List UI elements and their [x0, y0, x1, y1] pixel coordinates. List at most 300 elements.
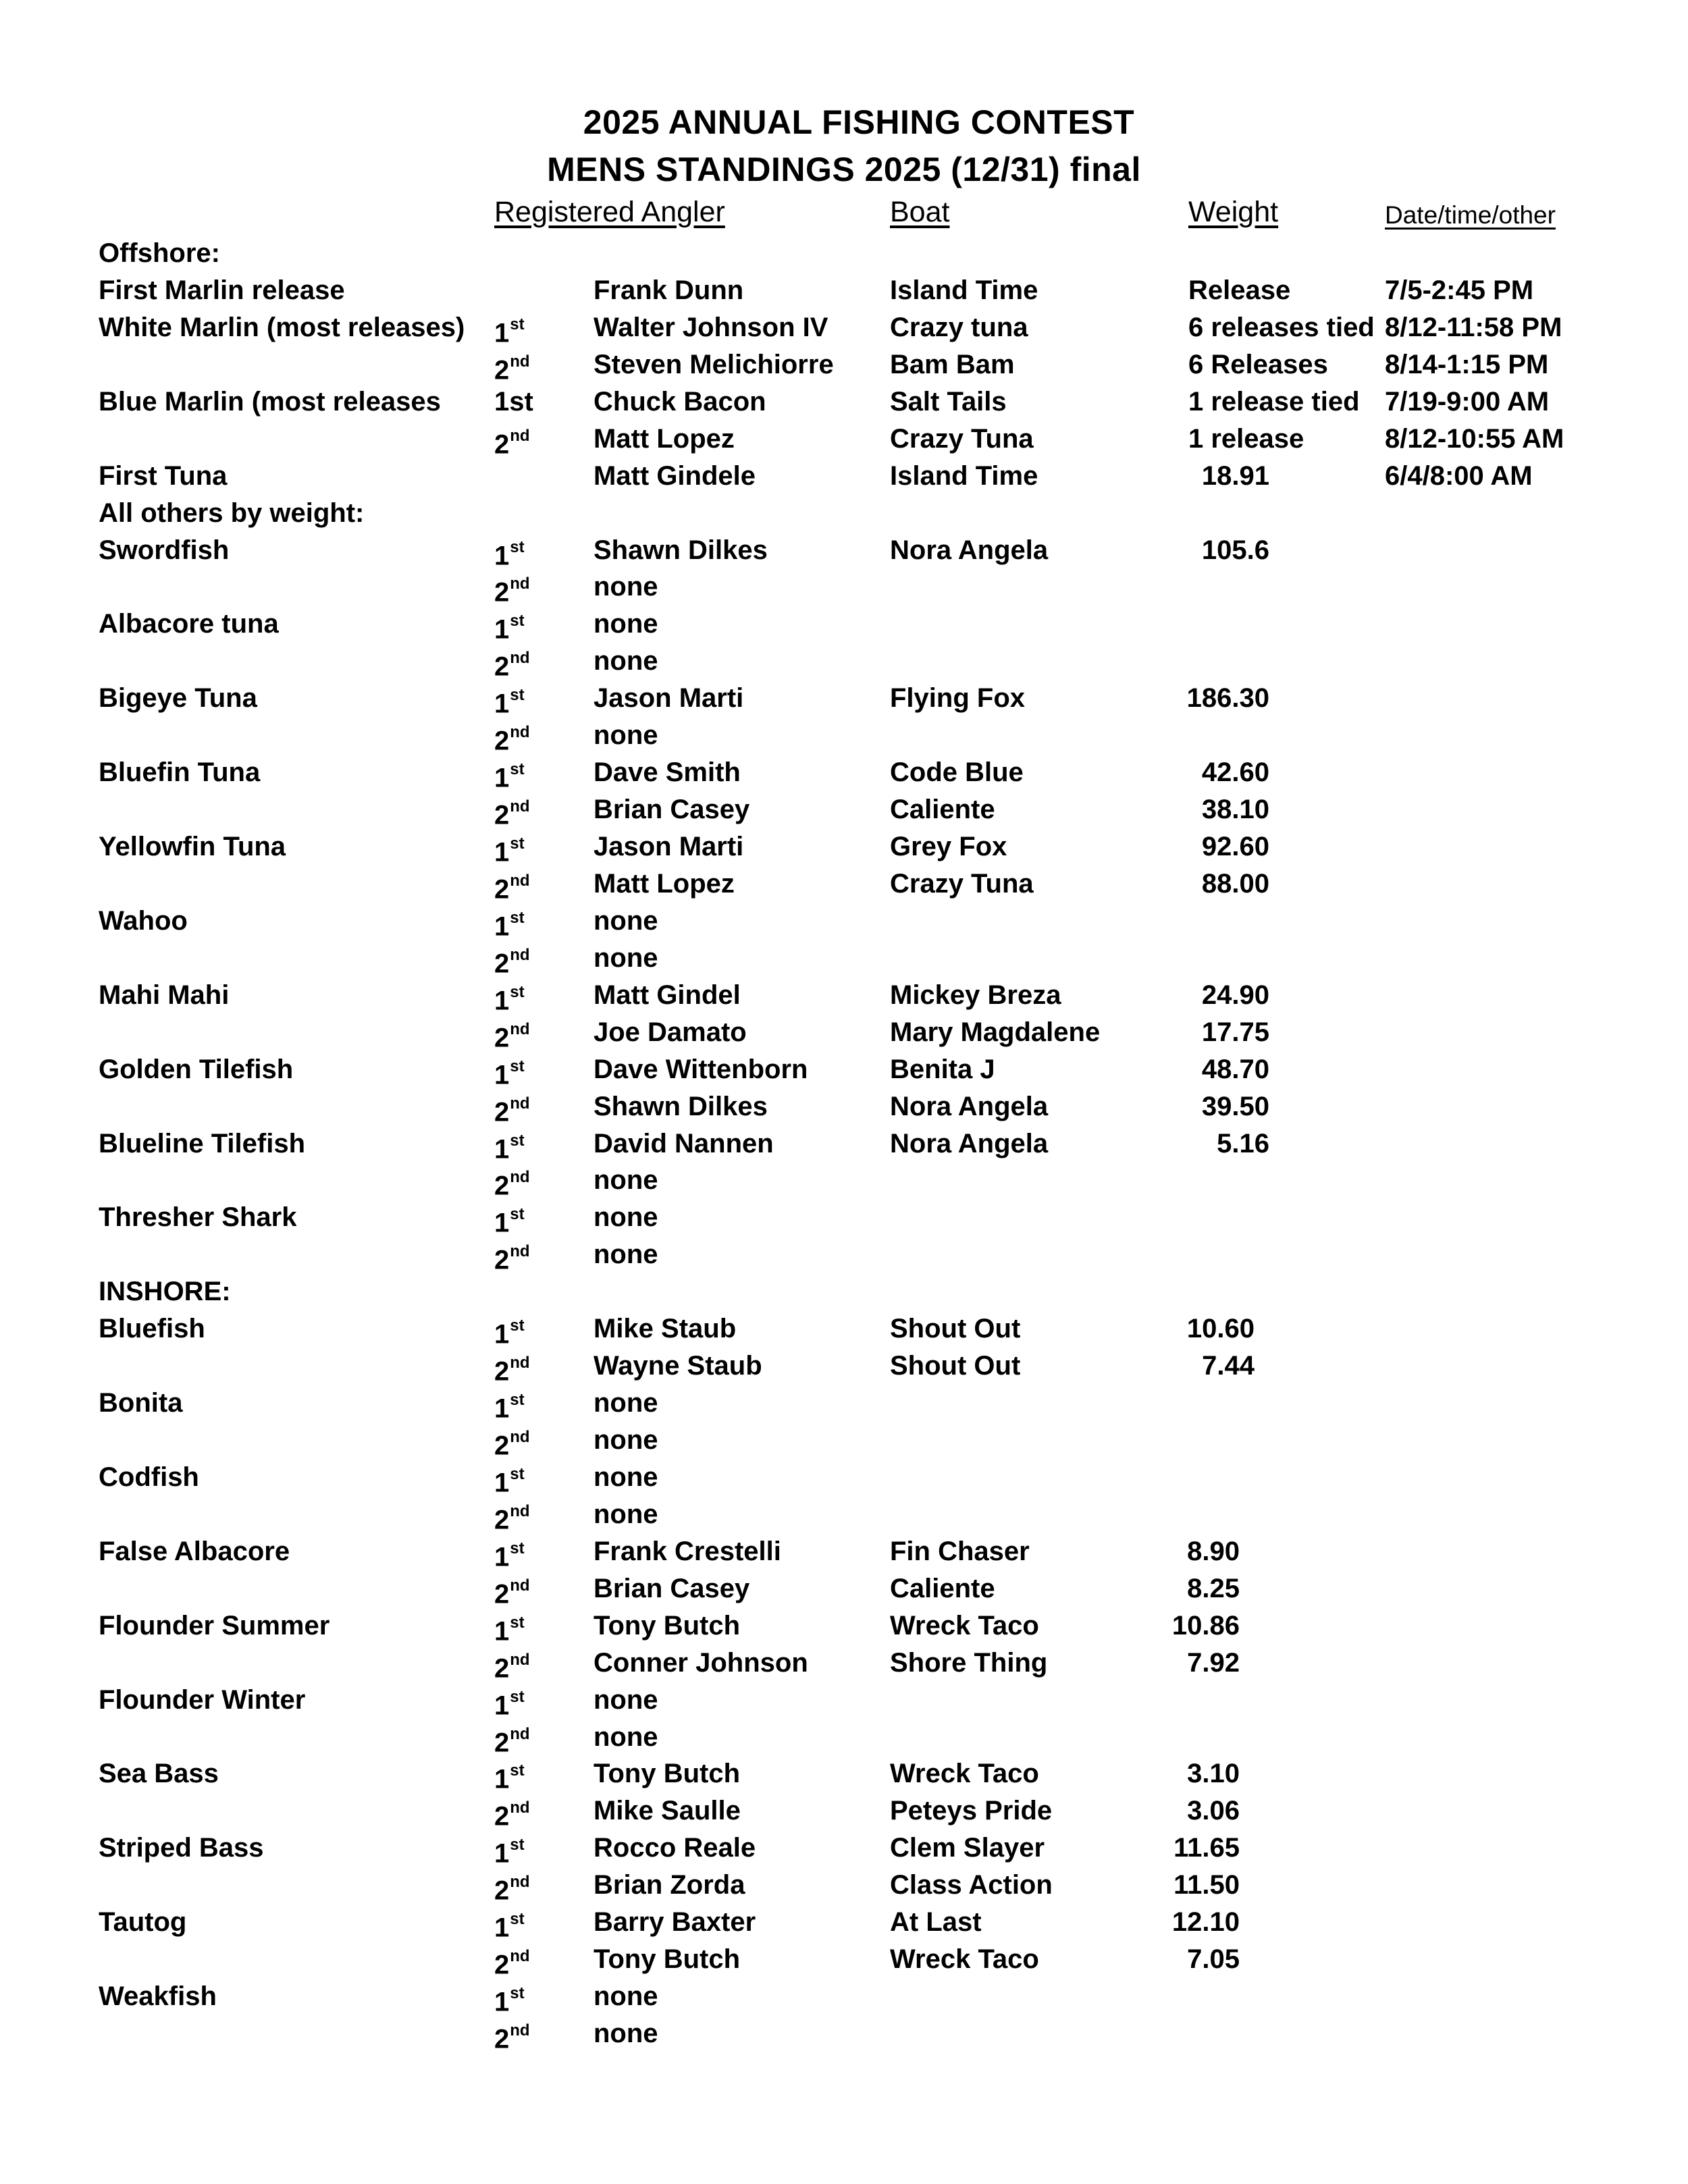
place-suffix: nd: [510, 1501, 530, 1520]
place-cell: [494, 1533, 525, 1575]
boat-cell: Crazy Tuna: [890, 423, 1034, 454]
place-number: 1: [494, 540, 510, 570]
weight-cell: 24.90: [1201, 980, 1269, 1010]
place-cell: [494, 346, 530, 388]
table-row: [0, 828, 1688, 868]
place-cell: [494, 2015, 530, 2057]
table-row: [0, 1978, 1688, 2015]
table-row: [0, 940, 1688, 977]
place-number: 1st: [494, 386, 533, 417]
category-cell: Bluefin Tuna: [99, 757, 261, 788]
boat-cell: Wreck Taco: [890, 1610, 1039, 1641]
weight-cell: 12.10: [1171, 1907, 1240, 1938]
place-suffix: nd: [510, 1724, 530, 1743]
place-number: 1: [494, 1393, 510, 1424]
place-number: 1: [494, 1764, 510, 1794]
place-cell: [494, 606, 525, 647]
place-suffix: st: [510, 1539, 525, 1557]
angler-cell: Tony Butch: [594, 1944, 741, 1975]
boat-cell: Clem Slayer: [890, 1833, 1045, 1863]
category-cell: Bluefish: [99, 1314, 205, 1344]
place-suffix: nd: [510, 1947, 530, 1966]
place-number: 1: [494, 1319, 510, 1350]
table-row: [0, 1570, 1688, 1607]
angler-cell: Frank Dunn: [594, 275, 744, 305]
place-number: 1: [494, 1542, 510, 1572]
place-cell: [494, 1051, 525, 1093]
angler-cell: Brian Casey: [594, 795, 750, 825]
place-number: 2: [494, 800, 510, 830]
table-row: [0, 1051, 1688, 1088]
weight-cell: 10.60: [1186, 1314, 1255, 1344]
place-suffix: nd: [510, 871, 530, 890]
angler-cell: Barry Baxter: [594, 1907, 756, 1938]
column-header-angler: Registered Angler: [494, 196, 725, 228]
angler-cell: Mike Saulle: [594, 1796, 741, 1826]
place-number: 1: [494, 1838, 510, 1869]
table-row: [0, 2015, 1688, 2052]
weight-cell: 38.10: [1201, 795, 1269, 825]
table-row: [0, 495, 1688, 532]
weight-cell: Release: [1188, 275, 1291, 305]
weight-cell: 10.86: [1171, 1610, 1240, 1641]
place-cell: [494, 643, 530, 685]
table-row: [0, 865, 1688, 903]
weight-cell: 11.50: [1173, 1870, 1240, 1900]
angler-cell: none: [594, 2019, 658, 2048]
place-suffix: st: [510, 1464, 525, 1483]
category-cell: Offshore:: [99, 238, 220, 268]
table-row: [0, 568, 1688, 606]
category-cell: All others by weight:: [99, 498, 365, 528]
category-cell: Albacore tuna: [99, 609, 279, 639]
place-cell: [494, 1348, 530, 1389]
weight-cell: 1 release: [1188, 423, 1304, 454]
place-suffix: nd: [510, 1576, 530, 1595]
table-row: [0, 346, 1688, 383]
place-number: 2: [494, 1653, 510, 1683]
category-cell: Codfish: [99, 1462, 199, 1492]
place-suffix: st: [510, 908, 525, 927]
place-suffix: nd: [510, 1019, 530, 1038]
place-cell: [494, 1125, 525, 1167]
category-cell: Bonita: [99, 1388, 183, 1418]
place-cell: [494, 1719, 530, 1761]
place-suffix: nd: [510, 352, 530, 371]
boat-cell: Shout Out: [890, 1351, 1021, 1381]
angler-cell: Dave Smith: [594, 757, 741, 788]
category-cell: Swordfish: [99, 535, 230, 565]
table-row: [0, 1533, 1688, 1570]
angler-cell: Frank Crestelli: [594, 1536, 781, 1566]
place-number: 2: [494, 1505, 510, 1535]
place-number: 2: [494, 2024, 510, 2054]
category-cell: Golden Tilefish: [99, 1054, 294, 1084]
table-row: [0, 1236, 1688, 1273]
place-number: 2: [494, 1431, 510, 1461]
category-cell: Striped Bass: [99, 1833, 264, 1863]
weight-cell: 8.90: [1187, 1536, 1240, 1566]
boat-cell: Nora Angela: [890, 1091, 1049, 1121]
place-suffix: st: [510, 760, 525, 779]
angler-cell: Chuck Bacon: [594, 386, 766, 417]
angler-cell: none: [594, 942, 658, 973]
boat-cell: Wreck Taco: [890, 1944, 1039, 1975]
place-cell: [494, 1867, 530, 1909]
boat-cell: Class Action: [890, 1870, 1053, 1900]
place-number: 2: [494, 1875, 510, 1906]
place-cell: [494, 532, 525, 574]
table-row: [0, 1459, 1688, 1496]
date-cell: 8/12-11:58 PM: [1385, 312, 1562, 342]
angler-cell: none: [594, 720, 658, 751]
column-header-boat: Boat: [890, 196, 950, 228]
table-row: [0, 1867, 1688, 1904]
place-suffix: nd: [510, 1799, 530, 1817]
angler-cell: Brian Casey: [594, 1573, 750, 1603]
angler-cell: none: [594, 1462, 658, 1492]
boat-cell: Shore Thing: [890, 1647, 1048, 1678]
table-row: [0, 1014, 1688, 1051]
boat-cell: Nora Angela: [890, 1128, 1049, 1158]
table-row: [0, 1348, 1688, 1385]
date-cell: 8/12-10:55 AM: [1385, 423, 1564, 454]
table-row: [0, 1904, 1688, 1941]
place-suffix: st: [510, 537, 525, 556]
contest-title: 2025 ANNUAL FISHING CONTEST: [583, 103, 1135, 141]
place-number: 2: [494, 874, 510, 905]
place-suffix: st: [510, 1984, 525, 2003]
boat-cell: Grey Fox: [890, 832, 1007, 861]
table-row: [0, 1645, 1688, 1682]
place-number: 1: [494, 1468, 510, 1498]
place-cell: [494, 1830, 525, 1871]
boat-cell: Benita J: [890, 1054, 995, 1084]
place-number: 2: [494, 1579, 510, 1609]
place-suffix: nd: [510, 1168, 530, 1187]
boat-cell: Salt Tails: [890, 386, 1007, 417]
place-number: 2: [494, 1171, 510, 1201]
place-number: 2: [494, 726, 510, 756]
angler-cell: none: [594, 1722, 658, 1752]
place-cell: [494, 828, 525, 870]
angler-cell: none: [594, 1684, 658, 1715]
angler-cell: Jason Marti: [594, 683, 744, 714]
place-number: 1: [494, 911, 510, 942]
place-number: 2: [494, 1245, 510, 1275]
place-suffix: st: [510, 1836, 525, 1855]
boat-cell: Flying Fox: [890, 683, 1025, 714]
date-cell: 6/4/8:00 AM: [1385, 460, 1533, 491]
place-cell: [494, 1236, 530, 1278]
table-row: [0, 606, 1688, 643]
place-suffix: nd: [510, 1428, 530, 1446]
boat-cell: Mary Magdalene: [890, 1017, 1101, 1047]
table-row: [0, 235, 1688, 272]
place-cell: [494, 903, 525, 944]
place-suffix: st: [510, 1391, 525, 1410]
weight-cell: 7.44: [1202, 1351, 1255, 1381]
place-cell: [494, 1162, 530, 1204]
column-header-date: Date/time/other: [1385, 201, 1556, 229]
place-cell: [494, 383, 533, 420]
table-row: [0, 791, 1688, 828]
angler-cell: Walter Johnson IV: [594, 312, 828, 342]
place-suffix: nd: [510, 1242, 530, 1261]
category-cell: Flounder Winter: [99, 1684, 306, 1715]
weight-cell: 48.70: [1201, 1054, 1269, 1084]
place-number: 1: [494, 1690, 510, 1720]
place-cell: [494, 754, 525, 796]
table-row: [0, 1792, 1688, 1830]
angler-cell: none: [594, 646, 658, 676]
place-suffix: st: [510, 982, 525, 1001]
angler-cell: none: [594, 1981, 658, 2012]
place-cell: [494, 1941, 530, 1983]
angler-cell: none: [594, 905, 658, 936]
weight-cell: 6 Releases: [1188, 349, 1328, 379]
place-suffix: nd: [510, 649, 530, 668]
weight-cell: 7.92: [1187, 1647, 1240, 1678]
place-suffix: nd: [510, 1354, 530, 1373]
place-cell: [494, 1459, 525, 1501]
place-suffix: nd: [510, 426, 530, 445]
category-cell: Tautog: [99, 1907, 187, 1938]
place-cell: [494, 1755, 525, 1797]
standings-table: [0, 235, 1688, 2052]
angler-cell: Steven Melichiorre: [594, 349, 834, 379]
weight-cell: 11.65: [1173, 1833, 1240, 1863]
angler-cell: Matt Lopez: [594, 868, 735, 899]
place-suffix: st: [510, 315, 525, 334]
date-cell: 7/19-9:00 AM: [1385, 386, 1550, 417]
table-row: [0, 1310, 1688, 1348]
table-row: [0, 1273, 1688, 1310]
angler-cell: none: [594, 572, 658, 602]
date-cell: 8/14-1:15 PM: [1385, 349, 1549, 379]
place-cell: [494, 1385, 525, 1427]
place-number: 2: [494, 651, 510, 682]
category-cell: Sea Bass: [99, 1759, 219, 1789]
boat-cell: Crazy tuna: [890, 312, 1028, 342]
table-row: [0, 1162, 1688, 1199]
place-cell: [494, 1014, 530, 1056]
boat-cell: Crazy Tuna: [890, 868, 1034, 899]
boat-cell: Island Time: [890, 275, 1038, 305]
boat-cell: Shout Out: [890, 1314, 1021, 1344]
boat-cell: Caliente: [890, 795, 995, 825]
weight-cell: 5.16: [1217, 1128, 1269, 1158]
weight-cell: 3.06: [1187, 1796, 1240, 1826]
weight-cell: 105.6: [1201, 535, 1269, 565]
place-number: 1: [494, 614, 510, 645]
angler-cell: none: [594, 1388, 658, 1418]
angler-cell: none: [594, 1240, 658, 1270]
table-row: [0, 643, 1688, 680]
angler-cell: Tony Butch: [594, 1610, 741, 1641]
angler-cell: Shawn Dilkes: [594, 535, 768, 565]
weight-cell: 39.50: [1201, 1091, 1269, 1121]
place-suffix: nd: [510, 2021, 530, 2040]
table-row: [0, 1830, 1688, 1867]
place-number: 2: [494, 355, 510, 385]
weight-cell: 17.75: [1201, 1017, 1269, 1047]
category-cell: Bigeye Tuna: [99, 683, 257, 714]
table-row: [0, 717, 1688, 754]
table-row: [0, 1088, 1688, 1125]
place-number: 1: [494, 1913, 510, 1943]
place-cell: [494, 421, 530, 462]
angler-cell: Matt Lopez: [594, 423, 735, 454]
table-row: [0, 1941, 1688, 1978]
category-cell: First Marlin release: [99, 275, 345, 305]
angler-cell: Conner Johnson: [594, 1647, 808, 1678]
place-number: 1: [494, 1059, 510, 1090]
table-row: [0, 1199, 1688, 1236]
place-number: 1: [494, 763, 510, 793]
table-row: [0, 1496, 1688, 1533]
place-suffix: nd: [510, 575, 530, 593]
angler-cell: none: [594, 1425, 658, 1455]
weight-cell: 1 release tied: [1188, 386, 1360, 417]
table-row: [0, 1682, 1688, 1719]
table-row: [0, 383, 1688, 421]
place-suffix: st: [510, 1910, 525, 1929]
angler-cell: none: [594, 609, 658, 639]
boat-cell: Wreck Taco: [890, 1759, 1039, 1789]
place-number: 1: [494, 1208, 510, 1238]
place-cell: [494, 1645, 530, 1686]
table-row: [0, 421, 1688, 458]
place-cell: [494, 717, 530, 759]
table-row: [0, 1422, 1688, 1459]
angler-cell: Jason Marti: [594, 832, 744, 861]
place-number: 1: [494, 986, 510, 1016]
place-suffix: nd: [510, 797, 530, 816]
place-cell: [494, 1978, 525, 2020]
table-row: [0, 680, 1688, 717]
boat-cell: Island Time: [890, 460, 1038, 491]
table-row: [0, 458, 1688, 495]
category-cell: Weakfish: [99, 1981, 217, 2012]
weight-cell: 88.00: [1201, 868, 1269, 899]
weight-cell: 42.60: [1201, 757, 1269, 788]
category-cell: First Tuna: [99, 460, 228, 491]
place-cell: [494, 940, 530, 982]
weight-cell: 8.25: [1187, 1573, 1240, 1603]
place-number: 2: [494, 1950, 510, 1980]
angler-cell: Matt Gindel: [594, 980, 741, 1010]
place-cell: [494, 1904, 525, 1946]
category-cell: Wahoo: [99, 905, 188, 936]
weight-cell: 186.30: [1186, 683, 1269, 714]
table-row: [0, 1755, 1688, 1792]
category-cell: Yellowfin Tuna: [99, 832, 286, 861]
place-suffix: nd: [510, 723, 530, 742]
category-cell: Blue Marlin (most releases: [99, 386, 441, 417]
place-suffix: st: [510, 1316, 525, 1335]
table-row: [0, 1607, 1688, 1645]
place-cell: [494, 309, 525, 351]
place-number: 2: [494, 1023, 510, 1053]
place-suffix: st: [510, 1057, 525, 1075]
boat-cell: Mickey Breza: [890, 980, 1061, 1010]
table-row: [0, 1125, 1688, 1163]
angler-cell: Mike Staub: [594, 1314, 737, 1344]
boat-cell: Peteys Pride: [890, 1796, 1053, 1826]
category-cell: Blueline Tilefish: [99, 1128, 305, 1158]
angler-cell: David Nannen: [594, 1128, 774, 1158]
place-cell: [494, 680, 525, 722]
angler-cell: none: [594, 1499, 658, 1529]
angler-cell: Wayne Staub: [594, 1351, 762, 1381]
boat-cell: At Last: [890, 1907, 982, 1938]
table-row: [0, 977, 1688, 1014]
place-suffix: st: [510, 1687, 525, 1706]
angler-cell: none: [594, 1165, 658, 1196]
weight-cell: 92.60: [1201, 832, 1269, 861]
place-number: 1: [494, 318, 510, 348]
angler-cell: Joe Damato: [594, 1017, 747, 1047]
place-number: 1: [494, 1987, 510, 2017]
place-suffix: nd: [510, 1650, 530, 1669]
place-number: 2: [494, 1727, 510, 1757]
place-suffix: st: [510, 834, 525, 853]
place-cell: [494, 1792, 530, 1834]
place-cell: [494, 791, 530, 833]
place-cell: [494, 977, 525, 1019]
angler-cell: Matt Gindele: [594, 460, 756, 491]
angler-cell: Tony Butch: [594, 1759, 741, 1789]
place-number: 2: [494, 949, 510, 979]
place-suffix: st: [510, 1613, 525, 1632]
place-suffix: nd: [510, 945, 530, 964]
boat-cell: Fin Chaser: [890, 1536, 1030, 1566]
weight-cell: 3.10: [1187, 1759, 1240, 1789]
place-number: 2: [494, 1356, 510, 1387]
place-cell: [494, 1422, 530, 1464]
boat-cell: Nora Angela: [890, 535, 1049, 565]
table-row: [0, 903, 1688, 940]
boat-cell: Bam Bam: [890, 349, 1015, 379]
weight-cell: 18.91: [1201, 460, 1269, 491]
place-number: 1: [494, 837, 510, 868]
place-number: 2: [494, 577, 510, 608]
place-suffix: st: [510, 1761, 525, 1780]
angler-cell: Shawn Dilkes: [594, 1091, 768, 1121]
category-cell: Thresher Shark: [99, 1202, 297, 1233]
place-suffix: st: [510, 1205, 525, 1224]
angler-cell: Rocco Reale: [594, 1833, 756, 1863]
weight-cell: 7.05: [1187, 1944, 1240, 1975]
place-number: 2: [494, 429, 510, 460]
place-number: 2: [494, 1801, 510, 1832]
place-cell: [494, 568, 530, 610]
place-suffix: st: [510, 1131, 525, 1150]
table-row: [0, 532, 1688, 569]
table-row: [0, 1719, 1688, 1756]
table-row: [0, 754, 1688, 791]
place-cell: [494, 865, 530, 907]
place-cell: [494, 1310, 525, 1352]
place-cell: [494, 1570, 530, 1612]
standings-subtitle: MENS STANDINGS 2025 (12/31) final: [547, 151, 1141, 188]
column-header-weight: Weight: [1188, 196, 1279, 228]
place-number: 1: [494, 1134, 510, 1164]
category-cell: White Marlin (most releases): [99, 312, 465, 342]
boat-cell: Code Blue: [890, 757, 1024, 788]
category-cell: Mahi Mahi: [99, 980, 230, 1010]
